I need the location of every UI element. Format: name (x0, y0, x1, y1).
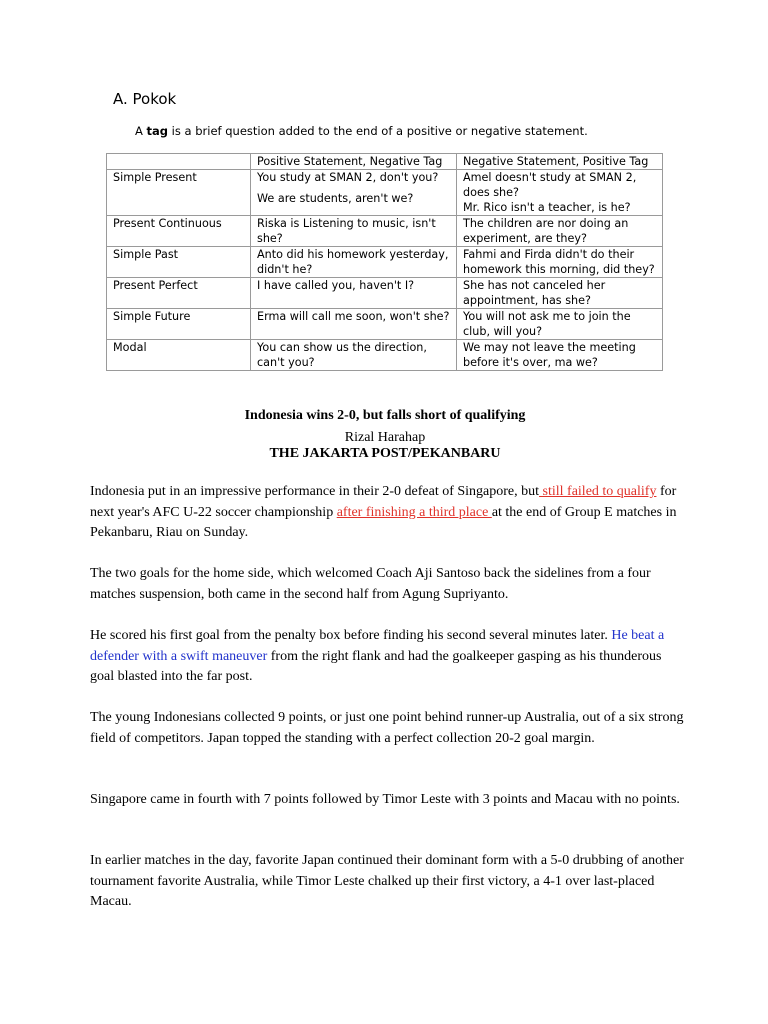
table-row (107, 247, 663, 278)
paragraph-text: at the end of Group E matches in Pekanbaru, Riau on Sunday. (90, 504, 677, 540)
example-sentence: We are students, aren't we? (257, 192, 414, 205)
intro-after: is a brief question added to the end of a positive or negative statement. (168, 124, 588, 138)
article-paragraph: The two goals for the home side, which welcomed Coach Aji Santoso back the sidelines from a four matches suspension, both came in the second half from Agung Supriyanto. (90, 566, 651, 602)
intro-bold-term: tag (146, 124, 169, 138)
tense-cell: Simple Past (107, 247, 251, 278)
highlighted-phrase: still failed to qualify (539, 484, 657, 499)
negative-cell: The children are nor doing an experiment, are they? (457, 216, 663, 247)
positive-cell: You can show us the direction, can't you? (251, 340, 457, 371)
paragraph-text: He scored his first goal from the penalty box before finding his second several minutes later. (90, 628, 612, 643)
table-row (107, 278, 663, 309)
table-row (107, 309, 663, 340)
tense-cell: Present Perfect (107, 278, 251, 309)
negative-cell: We may not leave the meeting before it's over, ma we? (457, 340, 663, 371)
question-tag-table (106, 153, 663, 371)
intro-sentence (135, 124, 588, 138)
table-row (107, 170, 663, 216)
positive-cell: Erma will call me soon, won't she? (251, 309, 457, 340)
example-sentence: Amel doesn't study at SMAN 2, does she? (463, 171, 637, 199)
header-cell (107, 154, 251, 170)
positive-cell (251, 170, 457, 216)
example-sentence: You study at SMAN 2, don't you? (257, 171, 439, 184)
table-row (107, 340, 663, 371)
tense-cell: Modal (107, 340, 251, 371)
table-row (107, 216, 663, 247)
negative-cell: Fahmi and Firda didn't do their homework this morning, did they? (457, 247, 663, 278)
tense-cell: Present Continuous (107, 216, 251, 247)
highlighted-phrase: He beat a defender with a swift maneuver (90, 628, 665, 664)
paragraph-text: from the right flank and had the goalkeeper gasping as his thunderous goal blasted into the far post. (90, 648, 662, 684)
article-dateline: THE JAKARTA POST/PEKANBARU (269, 446, 501, 461)
section-heading: A. Pokok (113, 90, 177, 108)
highlighted-phrase: after finishing a third place (336, 504, 492, 520)
article-paragraph (90, 626, 686, 688)
article-paragraph: In earlier matches in the day, favorite Japan continued their dominant form with a 5-0 drubbing of another tournament favorite Australia, while Timor Leste chalked up their first victory, a 4-1 over last-placed Macau. (90, 853, 684, 909)
article-headline: Indonesia wins 2-0, but falls short of qualifying (244, 408, 526, 423)
table-header-row (107, 154, 663, 170)
article-paragraph: The young Indonesians collected 9 points, or just one point behind runner-up Australia, out of a six strong field of competitors. Japan topped the standing with a perfect collection 20-2 goal margin. (90, 710, 684, 746)
tense-cell: Simple Future (107, 309, 251, 340)
tense-cell: Simple Present (107, 170, 251, 216)
article-byline: Rizal Harahap (344, 430, 426, 445)
negative-cell: You will not ask me to join the club, will you? (457, 309, 663, 340)
article-paragraph (90, 482, 686, 544)
header-cell: Positive Statement, Negative Tag (251, 154, 457, 170)
negative-cell (457, 170, 663, 216)
article-paragraph: Singapore came in fourth with 7 points followed by Timor Leste with 3 points and Macau with no points. (90, 792, 680, 807)
paragraph-text: Indonesia put in an impressive performance in their 2-0 defeat of Singapore, but (90, 484, 540, 499)
example-sentence: Mr. Rico isn't a teacher, is he? (463, 201, 631, 214)
positive-cell: Anto did his homework yesterday, didn't he? (251, 247, 457, 278)
negative-cell: She has not canceled her appointment, has she? (457, 278, 663, 309)
intro-before: A (135, 124, 147, 138)
paragraph-text: for next year's AFC U-22 soccer championship (90, 484, 677, 520)
header-cell: Negative Statement, Positive Tag (457, 154, 663, 170)
positive-cell: Riska is Listening to music, isn't she? (251, 216, 457, 247)
positive-cell: I have called you, haven't I? (251, 278, 457, 309)
